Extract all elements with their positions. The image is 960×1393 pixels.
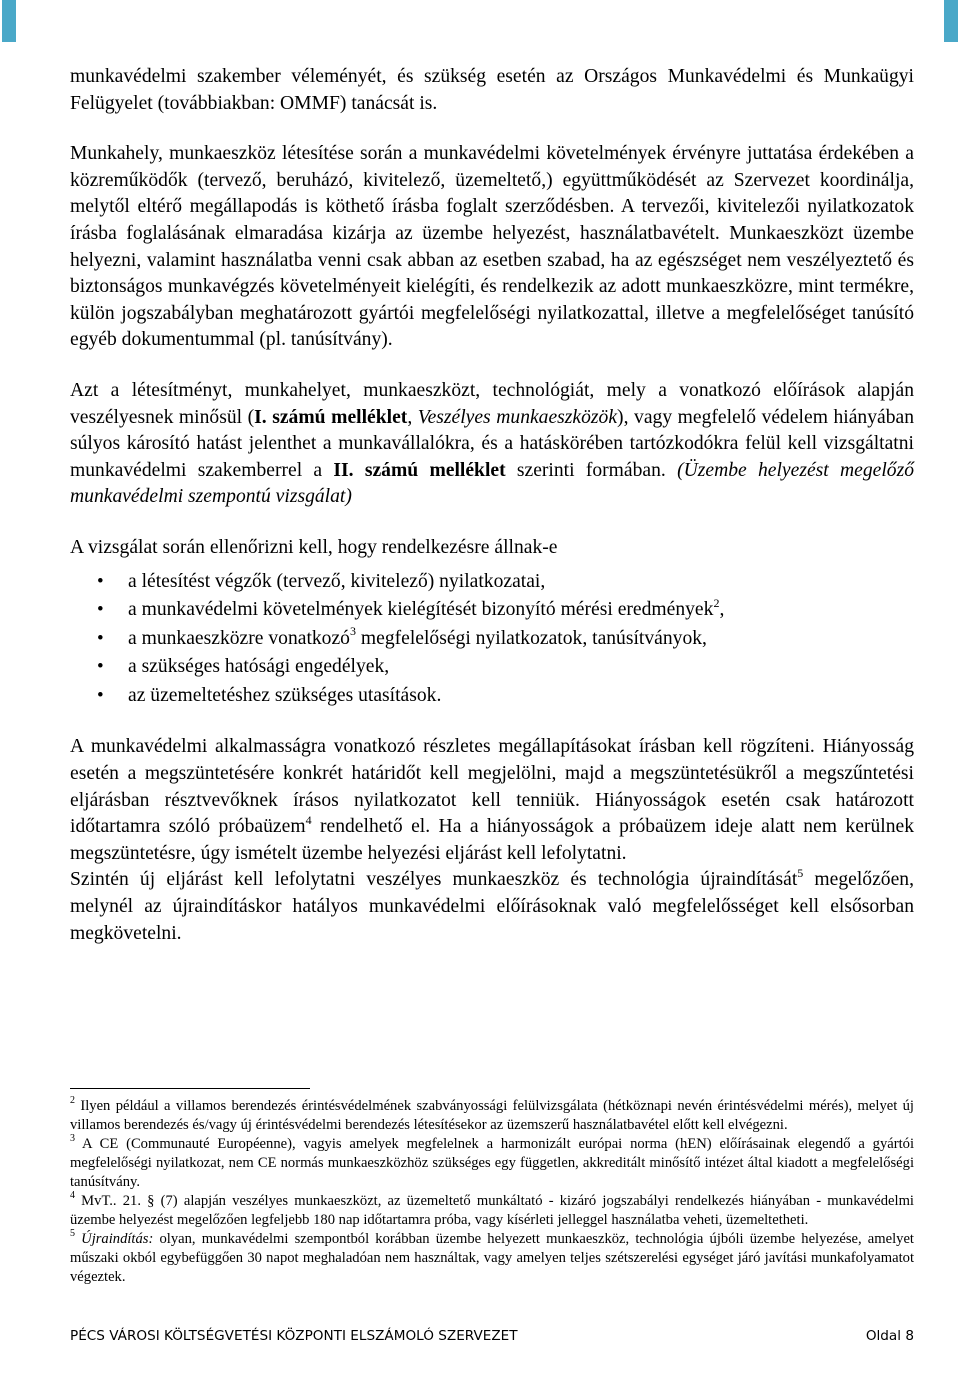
paragraph-hazardous-equipment — [70, 378, 914, 511]
document-body — [70, 64, 914, 947]
paragraph-commissioning-lead: Munkahely, munkaeszköz — [70, 143, 276, 165]
footnote-ref: 3 — [349, 624, 356, 639]
paragraph-commissioning — [70, 141, 914, 354]
footnotes — [70, 1097, 914, 1287]
footnote-5: $^5$ Újraindítás: olyan, munkavédelmi szempontból korábban üzembe helyezett munkaeszköz, technológia újbóli üzembe helyezése, amelyet műszaki okból egybefüggően 30 napot meghaladóan nem használtak, vagy amelyen teljes szétszerelési egységet járó javítási munkafolyamatot végeztek. — [70, 1228, 914, 1285]
footnote-3: $^3$ A CE (Communauté Européenne), vagyis amelyek megfelelnek a harmonizált európai norma (hEN) előírásainak elegendő a gyártói megfelelőségi nyilatkozat, nem CE normás munkaeszközhöz szükséges egy független, akkreditált minősítő intézet által kiadott a megfelelőségi tanúsítvány. — [70, 1133, 914, 1190]
inspection-title-italic: (Üzembe helyezést megelőző munkavédelmi szempontú vizsgálat) — [70, 459, 914, 508]
annex-reference-i: I. számú melléklet — [254, 406, 408, 428]
footnote-ref: 4 — [305, 812, 312, 827]
paragraph-continuation: munkavédelmi szakember véleményét, és szükség esetén az Országos Munkavédelmi és Munkaügyi Felügyelet (továbbiakban: OMMF) tanácsát is. — [70, 66, 914, 114]
page-number: Oldal 8 — [865, 1328, 914, 1344]
checklist — [70, 568, 914, 711]
annex-title-italic: Veszélyes munkaeszközök — [417, 406, 618, 428]
checklist-intro: A vizsgálat során ellenőrizni kell, hogy rendelkezésre állnak-e — [70, 536, 558, 558]
text-run: Azt a létesítményt, munkahelyet, munkaeszközt, technológiát, mely a vonatkozó előírások alapján veszélyesnek minősül ( — [70, 379, 914, 428]
checklist-item: • a munkaeszközre vonatkozó$^3$ megfelelőségi nyilatkozatok, tanúsítványok, — [70, 625, 914, 654]
annex-reference-ii: II. számú melléklet — [333, 459, 506, 481]
footnote-separator — [70, 1088, 310, 1089]
footnote-ref: 5 — [797, 865, 804, 880]
page-corner-marker-left — [2, 0, 16, 42]
checklist-item: • a munkavédelmi követelmények kielégítését bizonyító mérési eredmények$^2$, — [70, 596, 914, 625]
text-run: ), vagy megfelelő védelem hiányában súlyos károsító hatást jelenthet a munkavállalókra, és a hatáskörében tartózkodókra felül kell vizsgáltatni munkavédelmi szakemberrel a — [70, 406, 915, 481]
text-run: szerinti formában. — [505, 459, 678, 481]
checklist-item: • az üzemeltetéshez szükséges utasítások. — [70, 682, 914, 711]
paragraph-commissioning-body: létesítése során a munkavédelmi követelmények érvényre juttatása érdekében a közreműködők (tervező, beruházó, kivitelező, üzemeltető,) együttműködését az Szervezet koordinálja, melytől eltérő megállapodás is köthető írásba foglalt szerződésben. A tervezői, kivitelezői nyilatkozatok írásba foglalásának elmaradása kizárja az üzembe helyezést, használatbavételt. Munkaeszközt üzembe helyezni, valamint használatba venni csak abban az esetben szabad, ha az egészséget nem veszélyeztető és biztonságos munkavégzés követelményeit kielégíti, és rendelkezik az adott munkaeszközre, mint termékre, külön jogszabályban meghatározott gyártói megfelelőségi nyilatkozattal, illetve a megfelelőséget tanúsító egyéb dokumentummal (pl. tanúsítvány). — [70, 143, 915, 351]
paragraph-findings: A munkavédelmi alkalmasságra vonatkozó részletes megállapításokat írásban kell rögzíteni. Hiányosság esetén a megszüntetésére konkrét határidőt kell megjelölni, majd a megszüntetésükről a megszűntetési eljárásban résztvevőknek írásos nyilatkozatot kell tenniük. Hiányosságok esetén csak határozott időtartamra szóló próbaüzem$^4$ rendelhető el. Ha a hiányosságok a próbaüzem ideje alatt nem kerülnek megszüntetésre, úgy ismételt üzembe helyezési eljárást kell lefolytatni. — [70, 736, 914, 864]
footnote-4: $^4$ MvT.. 21. § (7) alapján veszélyes munkaeszközt, az üzemeltető munkáltató - kizáró jogszabályi rendelkezés hiányában - munkavédelmi üzembe helyezést megelőzően legfeljebb 180 nap időtartamra próba, vagy kísérleti jelleggel használatba veheti, üzemeltetheti. — [70, 1190, 914, 1228]
footer-organization: PÉCS VÁROSI KÖLTSÉGVETÉSI KÖZPONTI ELSZÁMOLÓ SZERVEZET — [70, 1328, 518, 1344]
footnote-ref: 2 — [713, 595, 720, 610]
checklist-item: • a létesítést végzők (tervező, kivitelező) nyilatkozatai, — [70, 568, 914, 597]
checklist-item: • a szükséges hatósági engedélyek, — [70, 653, 914, 682]
footnote-2: $^2$ Ilyen például a villamos berendezés érintésvédelmének szabványossági felülvizsgálata (hétköznapi nevén érintésvédelmi mérés), melyet új villamos berendezés és/vagy új érintésvédelmi berendezés létesítésekor az üzemszerű használatbavétel előtt kell elvégezni. — [70, 1095, 914, 1133]
page-footer — [70, 1325, 914, 1347]
text-run: , — [407, 406, 418, 428]
paragraph-restart: Szintén új eljárást kell lefolytatni veszélyes munkaeszköz és technológia újraindítását$^5$ megelőzően, melynél az újraindításkor hatályos munkavédelmi előírásoknak való megfelelősséget kell elsősorban megkövetelni. — [70, 865, 914, 944]
page-corner-marker-right — [944, 0, 958, 42]
